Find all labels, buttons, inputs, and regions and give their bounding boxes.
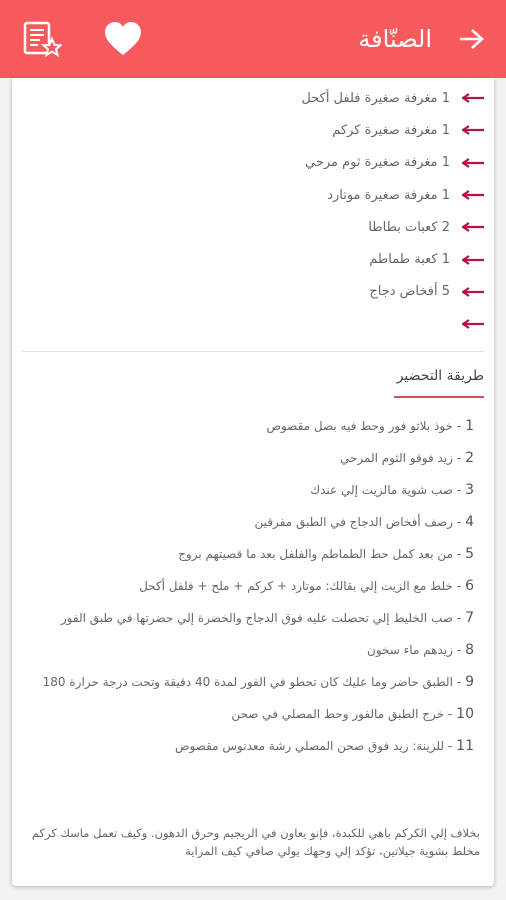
step-text: - صب الخليط إلي تحصلت عليه فوق الدجاج والخضرة إلي حضرتها في طبق الفور [60, 611, 462, 625]
step-number: 6 [465, 578, 474, 594]
ingredient-item [24, 308, 484, 340]
ingredient-text: 1 مغرفة صغيرة فلفل أكحل [301, 90, 450, 106]
step-number: 8 [465, 642, 474, 658]
back-arrow-icon[interactable] [458, 28, 484, 50]
ingredient-item [24, 276, 484, 308]
bullet-arrow-icon [458, 125, 484, 135]
step-text: - صب شوية مالزيت إلي عندك [310, 483, 462, 497]
step-number: 7 [465, 610, 474, 626]
favorite-heart-icon[interactable] [104, 22, 142, 56]
method-step [34, 674, 474, 690]
method-step [34, 514, 474, 530]
step-number: 9 [465, 674, 474, 690]
step-number: 2 [465, 450, 474, 466]
method-step [34, 450, 474, 466]
step-number: 4 [465, 514, 474, 530]
method-step [34, 546, 474, 562]
ingredient-text: 1 مغرفة صغيرة ثوم مرحي [304, 155, 450, 171]
bullet-arrow-icon [458, 319, 484, 329]
step-number: 5 [465, 546, 474, 562]
method-step [34, 610, 474, 626]
step-text: - خرج الطبق مالفور وحط المصلي في صحن [231, 707, 453, 721]
method-section-title: طريقة التحضير [396, 368, 484, 384]
ingredient-text: 1 مغرفة صغيرة موتارد [327, 187, 450, 203]
ingredient-item [24, 179, 484, 211]
ingredient-text: 5 أفخاض دجاج [369, 284, 450, 300]
bullet-arrow-icon [458, 190, 484, 200]
method-step [34, 706, 474, 722]
step-text: - زيد فوقو الثوم المرحي [339, 451, 462, 465]
ingredient-text: 1 كعبة طماطم [369, 252, 450, 268]
bullet-arrow-icon [458, 255, 484, 265]
method-step [34, 642, 474, 658]
step-number: 10 [456, 706, 474, 722]
step-text: - زيدهم ماء سخون [367, 643, 462, 657]
step-number: 1 [465, 418, 474, 434]
app-bar-actions [22, 19, 142, 59]
recipe-list-star-icon[interactable] [22, 19, 62, 59]
step-text: - للزينة: زيد فوق صحن المصلي رشة معدنوس مقصوص [174, 739, 453, 753]
ingredient-item [24, 147, 484, 179]
step-number: 3 [465, 482, 474, 498]
ingredient-item [24, 211, 484, 243]
method-step [34, 418, 474, 434]
bullet-arrow-icon [458, 222, 484, 232]
method-step [34, 482, 474, 498]
method-step [34, 578, 474, 594]
ingredient-text: 1 مغرفة صغيرة كركم [332, 122, 450, 138]
step-text: - من بعد كمل حط الطماطم والفلفل بعد ما قصيتهم بروج [178, 547, 462, 561]
bullet-arrow-icon [458, 93, 484, 103]
ingredient-item [24, 82, 484, 114]
step-text: - رصف أفخاض الدجاج في الطبق مفرقين [254, 515, 462, 529]
step-text: - خوذ بلاتو فور وحط فيه بصل مقصوص [266, 419, 462, 433]
section-divider [22, 351, 484, 352]
step-text: - الطبق حاضر وما عليك كان تحطو في الفور لمدة 40 دقيقة وتحت درجة حرارة 180 [42, 675, 462, 689]
recipe-tip-note: بخلاف إلي الكركم باهي للكبدة، فإنو يعاون في الريجيم وحرق الدهون. وكيف تعمل ماسك كركم مخلط بشوية جيلاتين، تؤكد إلي وجهك يولي صافي كيف المراية [31, 826, 480, 858]
recipe-card [12, 78, 494, 886]
step-text: - خلط مع الزيت إلي بقالك: موتارد + كركم + ملح + فلفل أكحل [139, 579, 462, 593]
page-title: الصنّافة [358, 25, 432, 53]
ingredients-list [24, 82, 484, 340]
app-bar-title-group [358, 25, 484, 53]
section-title-underline [394, 396, 484, 398]
ingredient-item [24, 243, 484, 275]
bullet-arrow-icon [458, 287, 484, 297]
app-bar [0, 0, 506, 78]
method-step [34, 738, 474, 754]
bullet-arrow-icon [458, 158, 484, 168]
step-number: 11 [456, 738, 474, 754]
method-steps-list [34, 418, 474, 770]
ingredient-text: 2 كعبات بطاطا [368, 219, 450, 235]
ingredient-item [24, 114, 484, 146]
